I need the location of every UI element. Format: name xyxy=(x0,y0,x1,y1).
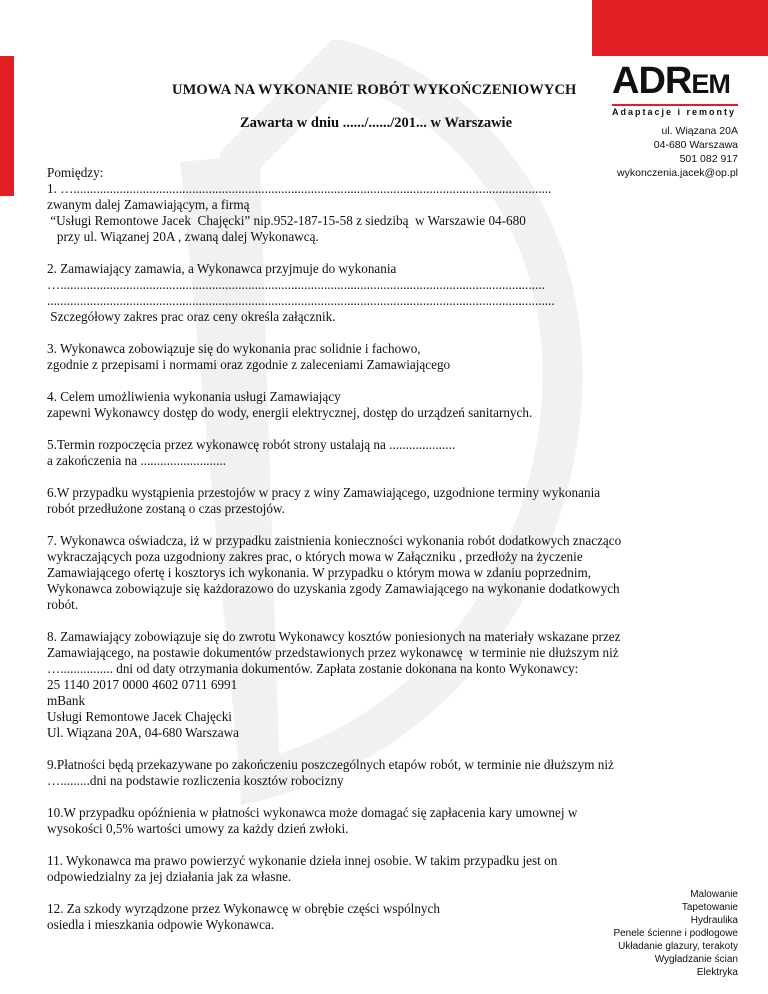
text-line: Wykonawca zobowiązuje się każdorazowo do uzyskania zgody Zamawiającego na wykonanie dodatkowych xyxy=(47,581,620,596)
text-line: Szczegółowy zakres prac oraz ceny określa załącznik. xyxy=(47,309,336,324)
text-line: 7. Wykonawca oświadcza, iż w przypadku zaistnienia konieczności wykonania robót dodatkowych znacząco xyxy=(47,533,622,548)
text-line: Pomiędzy: xyxy=(47,165,104,180)
text-line: 9.Płatności będą przekazywane po zakończeniu poszczególnych etapów robót, w terminie nie dłuższym niż xyxy=(47,757,614,772)
text-line: “Usługi Remontowe Jacek Chajęcki” nip.952-187-15-58 z siedzibą w Warszawie 04-680 xyxy=(47,213,526,228)
text-line: robót. xyxy=(47,597,79,612)
text-line: Zamawiającego, na postawie dokumentów przedstawionych przez wykonawcę w terminie nie dłuższym niż xyxy=(47,645,619,660)
text-line: 5.Termin rozpoczęcia przez wykonawcę robót strony ustalają na .................... xyxy=(47,437,456,452)
text-line: Tapetowanie xyxy=(681,902,738,913)
contact-phone: 501 082 917 xyxy=(679,153,738,165)
text-line: przy ul. Wiązanej 20A , zwaną dalej Wykonawcą. xyxy=(47,229,319,244)
paragraph-7 xyxy=(47,533,732,613)
contract-date-line: Zawarta w dniu ....../....../201... w Warszawie xyxy=(240,115,513,131)
red-side-bar xyxy=(0,56,14,196)
text-line: …................................................................................................................................................... xyxy=(47,277,545,292)
text-line: Wygładzanie ścian xyxy=(654,954,738,965)
text-line: ….........dni na podstawie rozliczenia kosztów robocizny xyxy=(47,773,344,788)
text-line: Zamawiającego ofertę i kosztorys ich wykonania. W przypadku o którym mowa w zdaniu poprzednim, xyxy=(47,565,592,580)
text-line: 1. …................................................................................................................................................. xyxy=(47,181,552,196)
text-line: odpowiedzialny za jej działania jak za własne. xyxy=(47,869,292,884)
company-logo xyxy=(612,62,742,117)
text-line: robót przedłużone zostaną o czas przestojów. xyxy=(47,501,285,516)
paragraph-9 xyxy=(47,757,732,789)
text-line: mBank xyxy=(47,693,86,708)
paragraph-parties xyxy=(47,165,732,245)
services-list xyxy=(613,888,738,979)
paragraph-3 xyxy=(47,341,732,373)
text-line: Układanie glazury, terakoty xyxy=(618,941,738,952)
red-corner-banner xyxy=(592,0,768,56)
logo-wordmark: ADREM xyxy=(612,60,730,102)
paragraph-10 xyxy=(47,805,732,837)
text-line: zwanym dalej Zamawiającym, a firmą xyxy=(47,197,250,212)
paragraph-6 xyxy=(47,485,732,517)
paragraph-2 xyxy=(47,261,732,325)
text-line: 8. Zamawiający zobowiązuje się do zwrotu Wykonawcy kosztów poniesionych na materiały wskazane przez xyxy=(47,629,621,644)
text-line: Ul. Wiązana 20A, 04-680 Warszawa xyxy=(47,725,240,740)
text-line: …................ dni od daty otrzymania dokumentów. Zapłata zostanie dokonana na konto Wykonawcy: xyxy=(47,661,579,676)
text-line: Penele ścienne i podłogowe xyxy=(613,928,738,939)
text-line: wysokości 0,5% wartości umowy za każdy dzień zwłoki. xyxy=(47,821,349,836)
text-line: Hydraulika xyxy=(690,915,738,926)
text-line: 2. Zamawiający zamawia, a Wykonawca przyjmuje do wykonania xyxy=(47,261,397,276)
contact-street: ul. Wiązana 20A xyxy=(661,125,738,137)
contact-city: 04-680 Warszawa xyxy=(653,139,738,151)
text-line: 10.W przypadku opóźnienia w płatności wykonawca może domagać się zapłacenia kary umownej w xyxy=(47,805,578,820)
paragraph-11 xyxy=(47,853,732,885)
text-line: osiedla i mieszkania odpowie Wykonawca. xyxy=(47,917,275,932)
logo-underline xyxy=(612,104,738,106)
text-line: Elektryka xyxy=(696,967,738,978)
logo-tagline: Adaptacje i remonty xyxy=(612,107,737,117)
text-line: 12. Za szkody wyrządzone przez Wykonawcę w obrębie części wspólnych xyxy=(47,901,440,916)
contract-body xyxy=(47,165,732,949)
text-line: 3. Wykonawca zobowiązuje się do wykonania prac solidnie i fachowo, xyxy=(47,341,421,356)
paragraph-5 xyxy=(47,437,732,469)
text-line: a zakończenia na .......................... xyxy=(47,453,227,468)
contact-email: wykonczenia.jacek@op.pl xyxy=(617,167,738,179)
paragraph-4 xyxy=(47,389,732,421)
text-line: 25 1140 2017 0000 4602 0711 6991 xyxy=(47,677,238,692)
text-line: .......................................................................................................................................................... xyxy=(47,293,555,308)
text-line: 4. Celem umożliwienia wykonania usługi Zamawiający xyxy=(47,389,341,404)
text-line: 6.W przypadku wystąpienia przestojów w pracy z winy Zamawiającego, uzgodnione terminy wykonania xyxy=(47,485,601,500)
text-line: wykraczających poza uzgodniony zakres prac, o których mowa w Załączniku , przedłoży na życzenie xyxy=(47,549,583,564)
text-line: zapewni Wykonawcy dostęp do wody, energii elektrycznej, dostęp do urządzeń sanitarnych. xyxy=(47,405,533,420)
page-title: UMOWA NA WYKONANIE ROBÓT WYKOŃCZENIOWYCH xyxy=(172,82,577,98)
text-line: 11. Wykonawca ma prawo powierzyć wykonanie dzieła innej osobie. W takim przypadku jest on xyxy=(47,853,558,868)
paragraph-8 xyxy=(47,629,732,741)
text-line: Usługi Remontowe Jacek Chajęcki xyxy=(47,709,232,724)
text-line: Malowanie xyxy=(690,889,738,900)
text-line: zgodnie z przepisami i normami oraz zgodnie z zaleceniami Zamawiającego xyxy=(47,357,451,372)
